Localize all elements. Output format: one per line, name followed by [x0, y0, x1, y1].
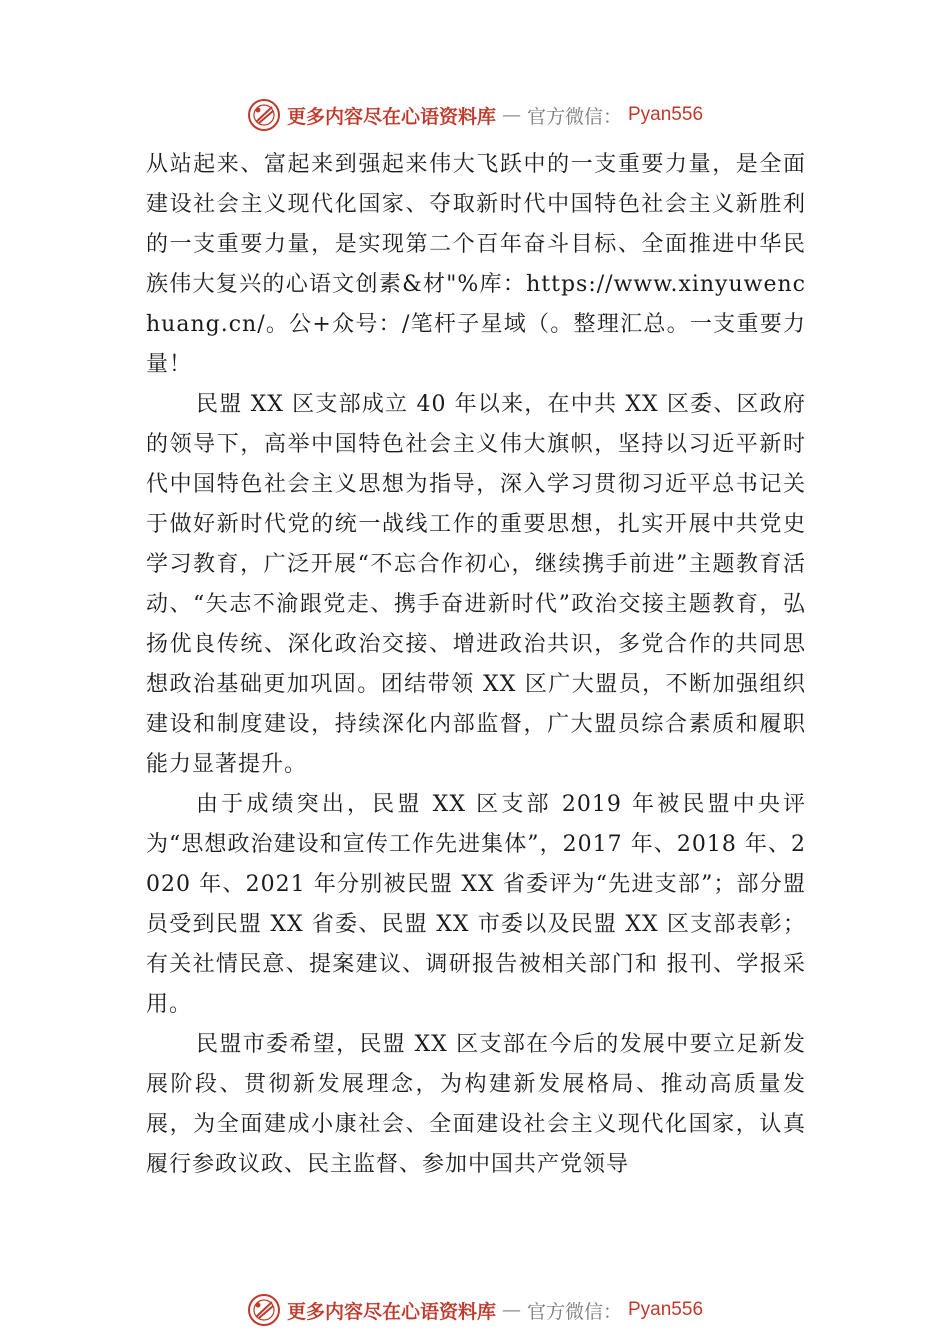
banner-title: 更多内容尽在心语资料库 [286, 105, 496, 128]
paragraph-1: 从站起来、富起来到强起来伟大飞跃中的一支重要力量，是全面建设社会主义现代化国家、夺取新时代中国特色社会主义新胜利的一支重要力量，是实现第二个百年奋斗目标、全面推进中华民族伟大复兴的心语文创素&材"%库：https://www.xinyuwenchuang.cn/。公+众号：/笔杆子星域（。整理汇总。一支重要力量！ [146, 152, 806, 377]
paragraph-2: 民盟 XX 区支部成立 40 年以来，在中共 XX 区委、区政府的领导下，高举中国特色社会主义伟大旗帜，坚持以习近平新时代中国特色社会主义思想为指导，深入学习贯彻习近平总书记关于做好新时代党的统一战线工作的重要思想，扎实开展中共党史学习教育，广泛开展“不忘合作初心，继续携手前进”主题教育活动、“矢志不渝跟党走、携手奋进新时代”政治交接主题教育，弘扬优良传统、深化政治交接、增进政治共识，多党合作的共同思想政治基础更加巩固。团结带领 XX 区广大盟员，不断加强组织建设和制度建设，持续深化内部监督，广大盟员综合素质和履职能力显著提升。 [146, 392, 807, 777]
seal-logo-icon [247, 98, 281, 132]
document-body [146, 145, 806, 1185]
banner-official-wechat: 官方微信： [526, 105, 622, 128]
seal-logo-icon [247, 1293, 281, 1327]
banner-wechat-id: Pyan556 [628, 104, 704, 125]
footer-dash: — [501, 1299, 521, 1321]
footer-wechat-id: Pyan556 [628, 1299, 704, 1320]
header-banner [0, 95, 950, 135]
banner-dash: — [501, 104, 521, 126]
footer-banner [0, 1290, 950, 1330]
paragraph-3: 由于成绩突出，民盟 XX 区支部 2019 年被民盟中央评为“思想政治建设和宣传工作先进集体”，2017 年、2018 年、2020 年、2021 年分别被民盟 XX 省委评为“先进支部”；部分盟员受到民盟 XX 省委、民盟 XX 市委以及民盟 XX 区支部表彰；有关社情民意、提案建议、调研报告被相关部门和 报刊、学报采用。 [146, 792, 806, 1017]
paragraph-4: 民盟市委希望，民盟 XX 区支部在今后的发展中要立足新发展阶段、贯彻新发展理念，为构建新发展格局、推动高质量发展，为全面建成小康社会、全面建设社会主义现代化国家，认真履行参政议政、民主监督、参加中国共产党领导 [146, 1032, 806, 1177]
footer-title: 更多内容尽在心语资料库 [286, 1300, 496, 1323]
footer-official-wechat: 官方微信： [526, 1300, 622, 1323]
